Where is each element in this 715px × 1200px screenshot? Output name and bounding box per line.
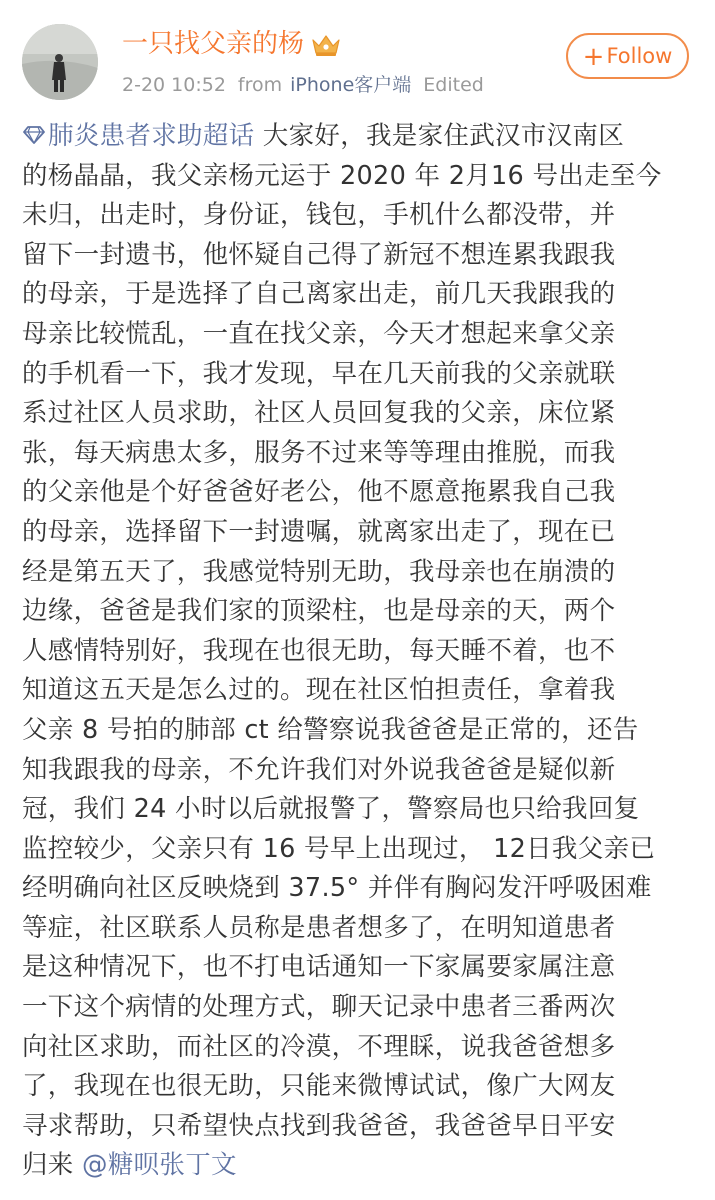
topic-link[interactable] bbox=[22, 121, 254, 151]
post-line: 的手机看一下，我才发现，早在几天前我的父亲就联 bbox=[22, 358, 616, 389]
post-line: 的杨晶晶，我父亲杨元运于 2020 年 2月16 号出走至今 bbox=[22, 160, 662, 191]
post-line: 是这种情况下，也不打电话通知一下家属要家属注意 bbox=[22, 952, 616, 983]
diamond-icon bbox=[22, 124, 46, 146]
post-line: 冠，我们 24 小时以后就报警了，警察局也只给我回复 bbox=[22, 794, 640, 825]
post-header bbox=[0, 0, 715, 110]
edited-label[interactable]: Edited bbox=[423, 74, 484, 96]
post-line: 向社区求助，而社区的冷漠，不理睬，说我爸爸想多 bbox=[22, 1031, 616, 1062]
post-line: 边缘，爸爸是我们家的顶梁柱，也是母亲的天，两个 bbox=[22, 596, 616, 627]
follow-label: Follow bbox=[606, 44, 673, 68]
post-time: 2-20 10:52 bbox=[122, 74, 226, 96]
author-name[interactable]: 一只找父亲的杨 bbox=[122, 29, 305, 59]
post-line: 一下这个病情的处理方式，聊天记录中患者三番两次 bbox=[22, 992, 616, 1023]
post-line bbox=[22, 1146, 702, 1186]
post-line: 的父亲他是个好爸爸好老公，他不愿意拖累我自己我 bbox=[22, 477, 616, 508]
post-line: 经是第五天了，我感觉特别无助，我母亲也在崩溃的 bbox=[22, 556, 616, 587]
post-line: 知道这五天是怎么过的。现在社区怕担责任，拿着我 bbox=[22, 675, 616, 706]
post-line: 经明确向社区反映烧到 37.5° 并伴有胸闷发汗呼吸困难 bbox=[22, 873, 652, 904]
post-text: 大家好，我是家住武汉市汉南区 bbox=[254, 121, 625, 151]
post-line: 等症，社区联系人员称是患者想多了，在明知道患者 bbox=[22, 912, 616, 943]
from-label: from bbox=[237, 74, 283, 96]
post-meta bbox=[122, 72, 484, 98]
crown-icon bbox=[311, 33, 341, 57]
avatar-image bbox=[22, 24, 98, 100]
topic-label: 肺炎患者求助超话 bbox=[48, 121, 255, 151]
post-line: 了，我现在也很无助，只能来微博试试，像广大网友 bbox=[22, 1071, 616, 1102]
post-line: 的母亲，于是选择了自己离家出走，前几天我跟我的 bbox=[22, 279, 616, 310]
post-line: 的母亲，选择留下一封遗嘱，就离家出走了，现在已 bbox=[22, 516, 616, 547]
post-line bbox=[22, 117, 702, 157]
post-body bbox=[22, 117, 702, 1186]
post-line: 母亲比较慌乱，一直在找父亲，今天才想起来拿父亲 bbox=[22, 318, 616, 349]
post-line: 留下一封遗书，他怀疑自己得了新冠不想连累我跟我 bbox=[22, 239, 616, 270]
post-line: 人感情特别好，我现在也很无助，每天睡不着，也不 bbox=[22, 635, 616, 666]
follow-button[interactable] bbox=[566, 33, 689, 79]
post-line: 寻求帮助，只希望快点找到我爸爸，我爸爸早日平安 bbox=[22, 1110, 616, 1141]
post-line: 监控较少，父亲只有 16 号早上出现过， 12日我父亲已 bbox=[22, 833, 656, 864]
post-line: 知我跟我的母亲，不允许我们对外说我爸爸是疑似新 bbox=[22, 754, 616, 785]
plus-icon: + bbox=[582, 42, 605, 72]
avatar[interactable] bbox=[22, 24, 98, 100]
post-line: 张，每天病患太多，服务不过来等等理由推脱，而我 bbox=[22, 437, 616, 468]
post-line: 父亲 8 号拍的肺部 ct 给警察说我爸爸是正常的，还告 bbox=[22, 714, 639, 745]
mention-link[interactable]: @糖呗张丁文 bbox=[82, 1150, 237, 1181]
post-line: 未归，出走时，身份证，钱包，手机什么都没带，并 bbox=[22, 200, 616, 231]
post-source[interactable]: iPhone客户端 bbox=[290, 74, 412, 96]
post-text: 归来 bbox=[22, 1150, 83, 1181]
post-line: 系过社区人员求助，社区人员回复我的父亲，床位紧 bbox=[22, 398, 616, 429]
